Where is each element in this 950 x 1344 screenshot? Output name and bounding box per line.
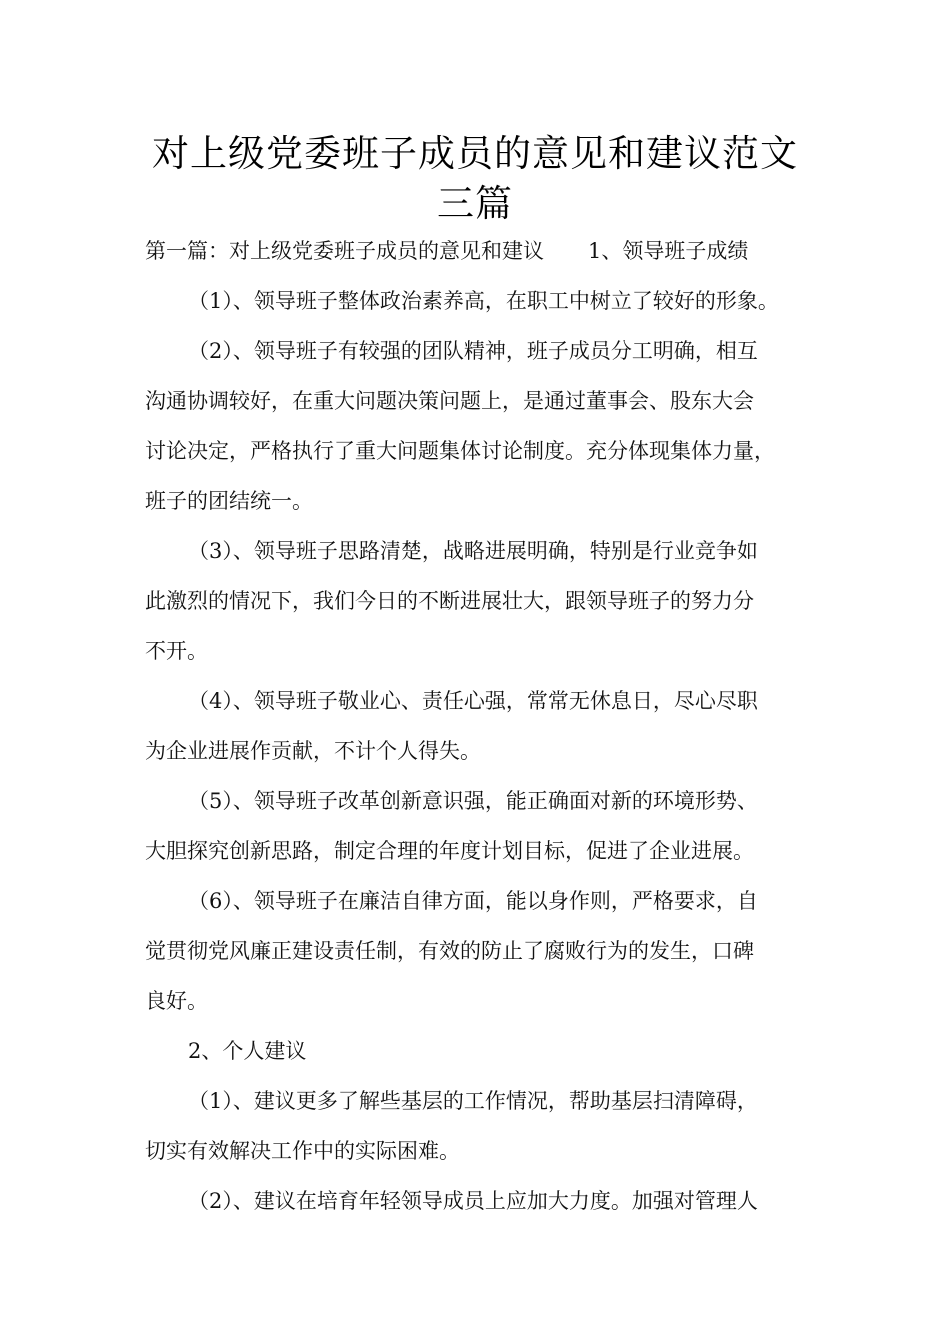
document-title-continued: 三篇 — [437, 182, 513, 225]
paragraph-line: 不开。 — [145, 639, 208, 663]
paragraph-line: 为企业进展作贡献，不计个人得失。 — [145, 739, 481, 763]
paragraph-line: 良好。 — [145, 989, 208, 1013]
article-heading: 第一篇：对上级党委班子成员的意见和建议 — [145, 239, 544, 263]
paragraph-line: （1）、建议更多了解些基层的工作情况，帮助基层扫清障碍， — [188, 1089, 758, 1113]
paragraph-line: 觉贯彻党风廉正建设责任制，有效的防止了腐败行为的发生，口碑 — [145, 939, 754, 963]
paragraph-line: 此激烈的情况下，我们今日的不断进展壮大，跟领导班子的努力分 — [145, 589, 754, 613]
paragraph-line: 大胆探究创新思路，制定合理的年度计划目标，促进了企业进展。 — [145, 839, 754, 863]
section-heading: 2、个人建议 — [188, 1039, 307, 1063]
document-title: 对上级党委班子成员的意见和建议范文 — [152, 132, 798, 175]
paragraph-line: 沟通协调较好，在重大问题决策问题上，是通过董事会、股东大会 — [145, 389, 754, 413]
paragraph-line: （5）、领导班子改革创新意识强，能正确面对新的环境形势、 — [188, 789, 758, 813]
paragraph-line: （2）、领导班子有较强的团队精神，班子成员分工明确，相互 — [188, 339, 758, 363]
paragraph-line: （6）、领导班子在廉洁自律方面，能以身作则，严格要求，自 — [188, 889, 758, 913]
section-heading: 1、领导班子成绩 — [588, 239, 749, 263]
paragraph-line: （3）、领导班子思路清楚，战略进展明确，特别是行业竞争如 — [188, 539, 758, 563]
paragraph-line: 切实有效解决工作中的实际困难。 — [145, 1139, 460, 1163]
paragraph-line: （2）、建议在培育年轻领导成员上应加大力度。加强对管理人 — [188, 1189, 758, 1213]
section-heading-line — [145, 236, 748, 266]
paragraph-line: （4）、领导班子敬业心、责任心强，常常无休息日，尽心尽职 — [188, 689, 758, 713]
paragraph-line: 班子的团结统一。 — [145, 489, 313, 513]
paragraph-line: （1）、领导班子整体政治素养高，在职工中树立了较好的形象。 — [188, 289, 779, 313]
paragraph-line: 讨论决定，严格执行了重大问题集体讨论制度。充分体现集体力量， — [145, 439, 775, 463]
